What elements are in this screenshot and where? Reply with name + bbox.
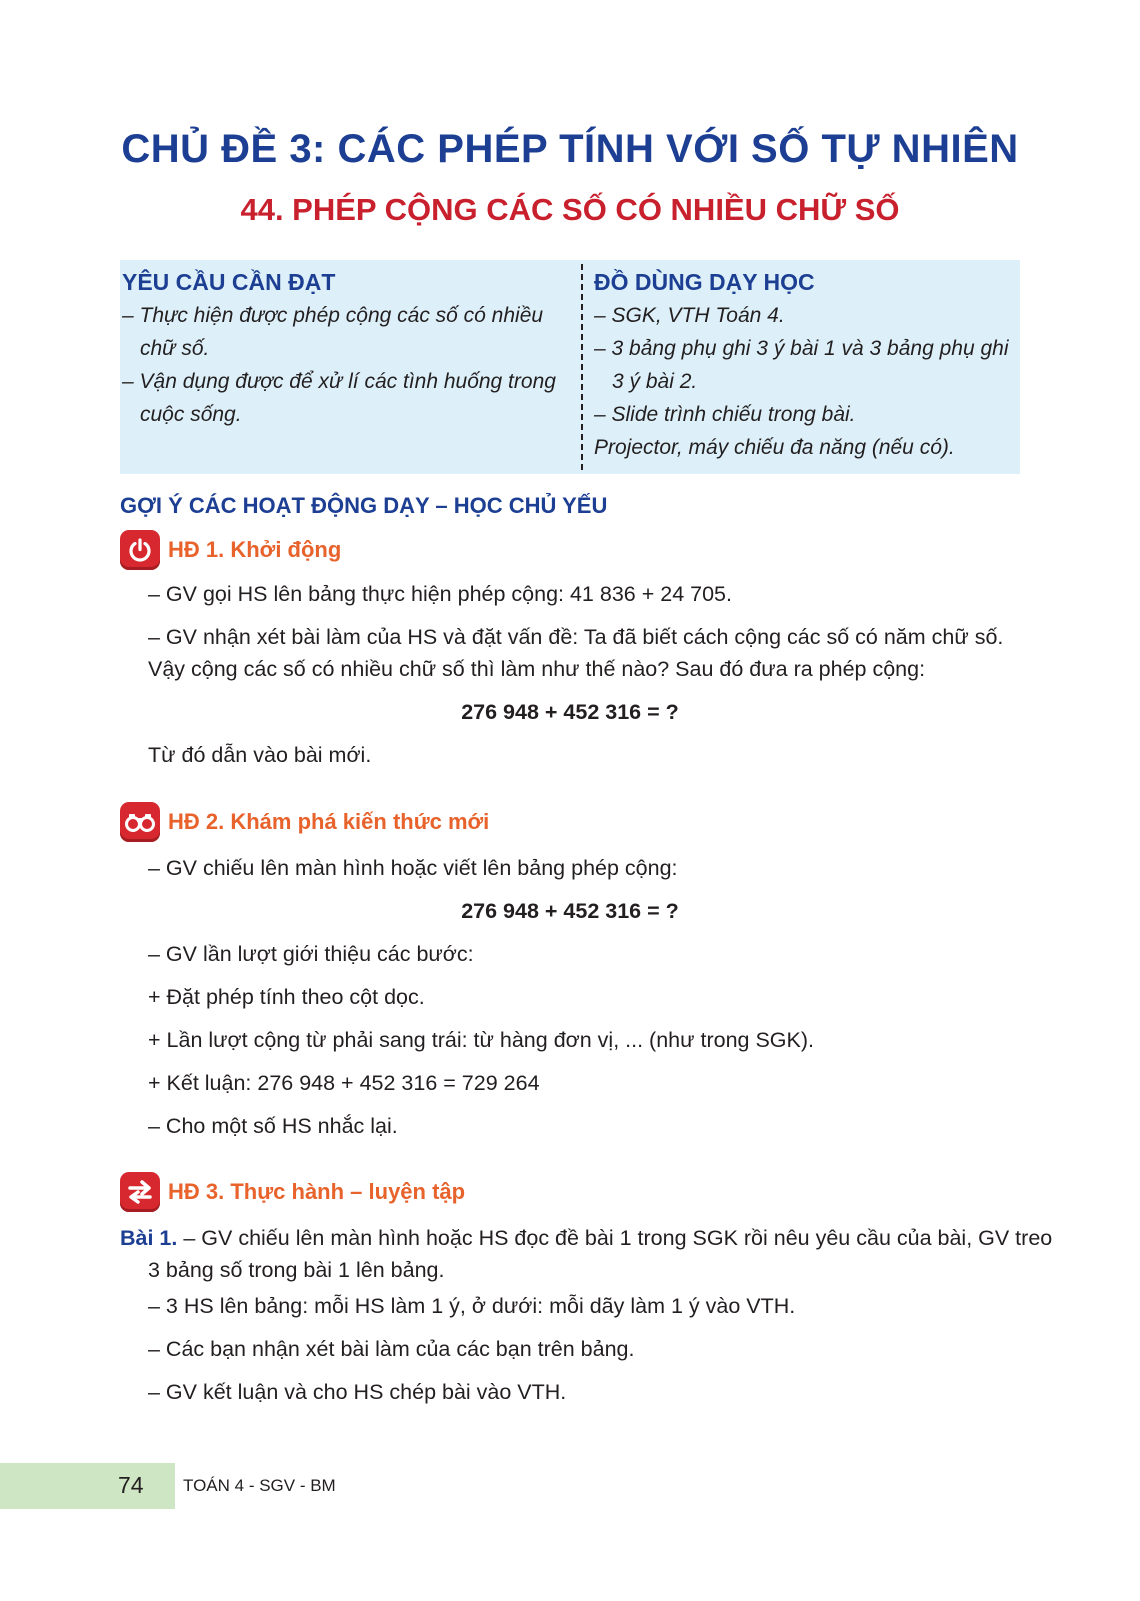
bai-1-label: Bài 1. [120,1226,178,1250]
hd2-header [120,802,489,842]
binoculars-icon [120,802,160,842]
footer-band [0,1463,175,1509]
activities-heading: GỢI Ý CÁC HOẠT ĐỘNG DẠY – HỌC CHỦ YẾU [120,493,608,518]
hd2-line: + Lần lượt cộng từ phải sang trái: từ hàng đơn vị, ... (như trong SGK). [148,1028,815,1052]
exchange-arrows-icon [120,1172,160,1212]
hd1-line: Vậy cộng các số có nhiều chữ số thì làm như thế nào? Sau đó đưa ra phép cộng: [148,657,926,681]
hd2-title: HĐ 2. Khám phá kiến thức mới [168,809,490,834]
material-item: – SGK, VTH Toán 4. [594,304,785,327]
requirements-heading: YÊU CẦU CẦN ĐẠT [122,269,336,295]
hd1-line: – GV gọi HS lên bảng thực hiện phép cộng: 41 836 + 24 705. [148,582,732,606]
material-item: – 3 bảng phụ ghi 3 ý bài 1 và 3 bảng phụ ghi 3 ý bài 2. [594,337,1009,393]
hd3-title: HĐ 3. Thực hành – luyện tập [168,1179,466,1204]
hd1-title: HĐ 1. Khởi động [168,537,342,562]
material-item: Projector, máy chiếu đa năng (nếu có). [594,436,955,459]
hd2-line: – Cho một số HS nhắc lại. [148,1114,398,1138]
hd1-line: – GV nhận xét bài làm của HS và đặt vấn đề: Ta đã biết cách cộng các số có năm chữ số. [148,625,1004,649]
column-divider [581,264,583,470]
hd1-header [120,530,341,570]
hd2-equation: 276 948 + 452 316 = ? [461,899,679,923]
requirement-item: – Thực hiện được phép cộng các số có nhiều chữ số. [122,304,544,360]
requirements-column [122,266,562,431]
power-icon [120,530,160,570]
hd2-line: – GV chiếu lên màn hình hoặc viết lên bảng phép cộng: [148,856,678,880]
hd1-line: Từ đó dẫn vào bài mới. [148,743,372,767]
lesson-title: 44. PHÉP CỘNG CÁC SỐ CÓ NHIỀU CHỮ SỐ [240,192,900,227]
hd3-line: – GV kết luận và cho HS chép bài vào VTH. [148,1380,567,1404]
hd1-equation: 276 948 + 452 316 = ? [461,700,679,724]
material-item: – Slide trình chiếu trong bài. [594,403,856,426]
bai-1-text: – GV chiếu lên màn hình hoặc HS đọc đề bài 1 trong SGK rồi nêu yêu cầu của bài, GV treo 3 bảng số trong bài 1 lên bảng. [148,1226,1053,1282]
requirements-box [120,260,1020,474]
requirement-item: – Vận dụng được để xử lí các tình huống trong cuộc sống. [122,370,556,426]
footer-book-title: TOÁN 4 - SGV - BM [183,1476,336,1495]
materials-column [594,266,1014,464]
page-number: 74 [118,1472,144,1498]
hd2-line: + Kết luận: 276 948 + 452 316 = 729 264 [148,1071,540,1095]
materials-heading: ĐỒ DÙNG DẠY HỌC [594,269,815,295]
hd3-line: – 3 HS lên bảng: mỗi HS làm 1 ý, ở dưới: mỗi dãy làm 1 ý vào VTH. [148,1294,796,1318]
bai-1-paragraph [120,1222,1053,1286]
hd3-line: – Các bạn nhận xét bài làm của các bạn trên bảng. [148,1337,635,1361]
chapter-title: CHỦ ĐỀ 3: CÁC PHÉP TÍNH VỚI SỐ TỰ NHIÊN [121,127,1019,171]
hd2-line: + Đặt phép tính theo cột dọc. [148,985,425,1009]
hd3-header [120,1172,465,1212]
hd2-line: – GV lần lượt giới thiệu các bước: [148,942,474,966]
